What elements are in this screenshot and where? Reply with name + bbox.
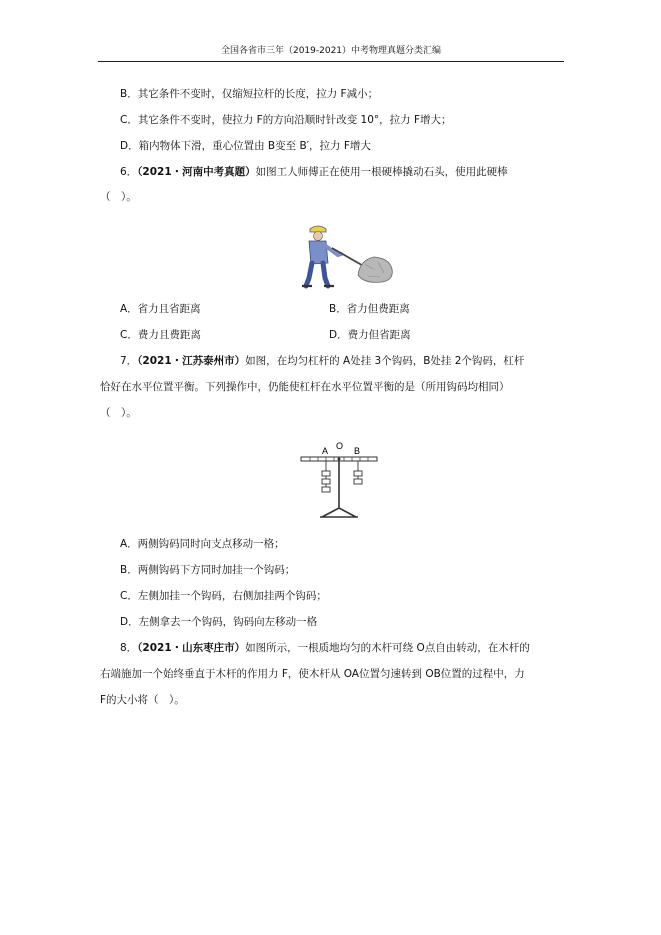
q8-source: （2021・山东枣庄市） bbox=[137, 642, 246, 654]
label-o: O bbox=[336, 441, 344, 451]
q7-line2: 恰好在水平位置平衡。下列操作中，仍能使杠杆在水平位置平衡的是（所用钩码均相同） bbox=[100, 381, 510, 393]
q5-option-b: B．其它条件不变时，仅缩短拉杆的长度，拉力 F减小； bbox=[120, 88, 379, 100]
label-a: A bbox=[322, 446, 329, 456]
q8-number: 8． bbox=[120, 642, 138, 654]
q7-number: 7． bbox=[120, 355, 138, 367]
q6-text: 如图工人师傅正在使用一根硬棒撬动石头，使用此硬棒 bbox=[255, 166, 508, 178]
q8-line1: 如图所示，一根质地均匀的木杆可绕 O点自由转动，在木杆的 bbox=[245, 642, 530, 654]
worker-icon bbox=[302, 226, 341, 286]
q6-option-c: C．费力且费距离 bbox=[120, 329, 201, 341]
q7-option-a: A．两侧钩码同时向支点移动一格； bbox=[120, 538, 285, 550]
rock-icon bbox=[358, 257, 392, 282]
q7-stem bbox=[120, 354, 524, 368]
q7-line1: 如图，在均匀杠杆的 A处挂 3个钩码，B处挂 2个钩码，杠杆 bbox=[245, 355, 525, 367]
q7-option-c: C．左侧加挂一个钩码，右侧加挂两个钩码； bbox=[120, 590, 327, 602]
worker-lever-figure bbox=[288, 222, 398, 290]
pivot-point bbox=[338, 458, 341, 461]
q6-stem bbox=[120, 165, 508, 179]
q6-option-a: A．省力且省距离 bbox=[120, 303, 201, 315]
right-hooked-weights bbox=[354, 461, 362, 484]
lever-balance-figure bbox=[298, 438, 380, 522]
page-header: 全国各省市三年（2019-2021）中考物理真题分类汇编 bbox=[98, 44, 564, 62]
q6-option-b: B．省力但费距离 bbox=[329, 303, 410, 315]
q6-option-d: D．费力但省距离 bbox=[329, 329, 411, 341]
label-b: B bbox=[354, 446, 361, 456]
q5-option-c: C．其它条件不变时，使拉力 F的方向沿顺时针改变 10°，拉力 F增大； bbox=[120, 114, 452, 126]
q8-stem bbox=[120, 641, 530, 655]
q7-source: （2021・江苏泰州市） bbox=[137, 355, 246, 367]
q8-line2: 右端施加一个始终垂直于木杆的作用力 F，使木杆从 OA位置匀速转到 OB位置的过程中，力 bbox=[100, 668, 525, 680]
q8-line3: F的大小将（ ）。 bbox=[100, 694, 185, 706]
left-hooked-weights bbox=[322, 461, 330, 492]
q6-blank: （ ）。 bbox=[100, 191, 137, 203]
q6-number: 6． bbox=[120, 166, 138, 178]
q7-option-d: D．左侧拿去一个钩码，钩码向左移动一格 bbox=[120, 616, 318, 628]
q6-source: （2021・河南中考真题） bbox=[137, 166, 256, 178]
q7-blank: （ ）。 bbox=[100, 407, 137, 419]
q7-option-b: B．两侧钩码下方同时加挂一个钩码； bbox=[120, 564, 296, 576]
q5-option-d: D．箱内物体下滑，重心位置由 B变至 B′，拉力 F增大 bbox=[120, 140, 371, 152]
